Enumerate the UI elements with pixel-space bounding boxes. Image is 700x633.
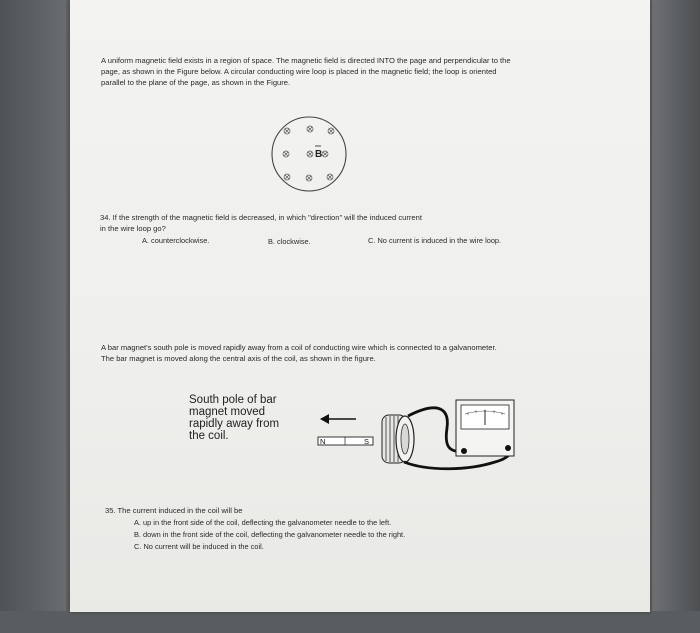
background-right [652, 0, 700, 633]
field-symbol-8 [306, 175, 312, 181]
field-into-page-symbols [283, 126, 334, 181]
field-symbol-7 [284, 174, 290, 180]
coil-galvanometer-figure [310, 392, 530, 480]
magnet-north-label: N [320, 437, 326, 446]
field-symbol-3 [328, 128, 334, 134]
q34-line-2: in the wire loop go? [100, 224, 166, 233]
galvanometer-left-terminal [461, 448, 467, 454]
q35-stem: 35. The current induced in the coil will be [105, 506, 243, 515]
magnet-paragraph [101, 342, 601, 364]
figure2-caption [189, 394, 299, 442]
intro-line-3: parallel to the plane of the page, as shown in the Figure. [101, 78, 291, 87]
caption-line-1: South pole of bar [189, 394, 277, 406]
field-symbol-5 [307, 151, 313, 157]
q34-line-1: 34. If the strength of the magnetic field is decreased, in which "direction" will the induced current [100, 213, 422, 222]
background-bottom [0, 611, 700, 633]
motion-arrow [320, 414, 356, 424]
caption-line-3: rapidly away from [189, 418, 280, 430]
intro-paragraph [101, 55, 601, 88]
q34-choice-c[interactable]: C. No current is induced in the wire loop. [368, 236, 502, 245]
q34-choice-a[interactable]: A. counterclockwise. [142, 236, 210, 245]
magnet-line-1: A bar magnet's south pole is moved rapidly away from a coil of conducting wire which is connected to a galvanometer. [101, 343, 497, 352]
wire-coil [382, 415, 414, 463]
q35-option-a[interactable]: A. up in the front side of the coil, deflecting the galvanometer needle to the left. [134, 518, 392, 527]
q35-option-c[interactable]: C. No current will be induced in the coil. [134, 542, 264, 551]
caption-line-4: the coil. [189, 430, 229, 442]
magnetic-field-figure [264, 114, 354, 194]
q35-option-b[interactable]: B. down in the front side of the coil, deflecting the galvanometer needle to the right. [134, 530, 406, 539]
q34-choice-b[interactable]: B. clockwise. [268, 237, 311, 246]
bar-magnet [318, 437, 373, 446]
galvanometer-right-terminal [505, 445, 511, 451]
magnet-line-2: The bar magnet is moved along the central axis of the coil, as shown in the figure. [101, 354, 376, 363]
field-label: B [315, 149, 323, 160]
galvanometer [456, 400, 514, 456]
field-symbol-1 [284, 128, 290, 134]
caption-line-2: magnet moved [189, 406, 266, 418]
intro-line-1: A uniform magnetic field exists in a region of space. The magnetic field is directed INTO the page and perpendicular to the [101, 56, 511, 65]
field-symbol-2 [307, 126, 313, 132]
intro-line-2: page, as shown in the Figure below. A circular conducting wire loop is placed in the magnetic field; the loop is oriented [101, 67, 497, 76]
field-symbol-9 [327, 174, 333, 180]
question-35 [105, 505, 505, 516]
magnet-south-label: S [364, 437, 370, 446]
worksheet-page [70, 0, 650, 612]
field-symbol-4 [283, 151, 289, 157]
background-left [0, 0, 66, 633]
question-34 [100, 212, 530, 234]
field-symbol-6 [322, 151, 328, 157]
